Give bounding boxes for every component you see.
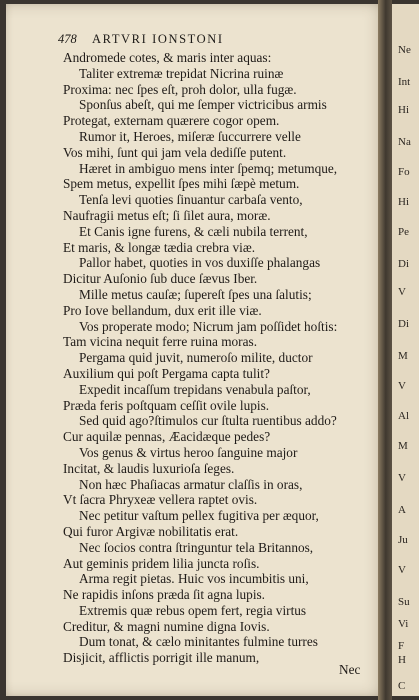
verse-line: Auxilium qui poſt Pergama capta tulit? bbox=[63, 365, 270, 381]
page-header bbox=[58, 32, 353, 50]
verse-line: Hæret in ambiguo mens inter ſpemq; metumque, bbox=[79, 160, 338, 176]
verse-line: Vt ſacra Phryxeæ vellera raptet ovis. bbox=[63, 492, 258, 508]
verse-line: Arma regit pietas. Huic vos incumbitis uni, bbox=[79, 571, 309, 587]
verse-line: Et maris, & longæ tædia crebra viæ. bbox=[63, 239, 256, 255]
verse-line: Dum tonat, & cælo minitantes fulmine turres bbox=[79, 634, 318, 650]
verse-line: Pallor habet, quoties in vos duxiſſe phalangas bbox=[79, 255, 321, 271]
verse-line: Pro Iove bellandum, dux erit ille viæ. bbox=[63, 302, 262, 318]
catchword: Nec bbox=[339, 662, 361, 677]
book-gutter bbox=[378, 0, 392, 700]
facing-page-fragment: V bbox=[398, 380, 406, 392]
verse-line: Proxima: nec ſpes eſt, proh dolor, ulla fugæ. bbox=[63, 81, 297, 97]
facing-page-fragment: Di bbox=[398, 318, 409, 330]
facing-page-fragment: V bbox=[398, 564, 406, 576]
verse-line: Nec petitur vaſtum pellex fugitiva per æquor, bbox=[79, 508, 319, 524]
facing-page-fragment: Hi bbox=[398, 196, 409, 208]
verse-text bbox=[63, 50, 381, 666]
running-head: ARTVRI IONSTONI bbox=[92, 32, 224, 46]
facing-page-fragment: Su bbox=[398, 596, 410, 608]
verse-line: Et Canis igne furens, & cæli nubila terrent, bbox=[79, 223, 308, 239]
verse-line: Mille metus cauſæ; ſupereſt ſpes una ſalutis; bbox=[79, 286, 312, 302]
verse-line: Protegat, externam quærere cogor opem. bbox=[63, 113, 280, 129]
verse-line: Pergama quid juvit, numeroſo milite, ductor bbox=[79, 350, 313, 366]
verse-line: Non hæc Phaſiacas armatur claſſis in oras, bbox=[79, 476, 303, 492]
facing-page-fragment: Vi bbox=[398, 618, 409, 630]
verse-line: Cur aquilæ pennas, Æacidæque pedes? bbox=[63, 429, 271, 445]
verse-line: Extremis quæ rebus opem fert, regia virtus bbox=[79, 602, 307, 618]
facing-page-fragment: V bbox=[398, 286, 406, 298]
facing-page-fragment: A bbox=[398, 504, 406, 516]
verse-line: Naufragii metus eſt; ſi ſilet aura, moræ. bbox=[63, 207, 271, 223]
book-page bbox=[6, 4, 392, 696]
verse-line: Tenſa levi quoties ſinuantur carbaſa vento, bbox=[79, 192, 303, 208]
facing-page-fragment: V bbox=[398, 472, 406, 484]
facing-page-fragment: Di bbox=[398, 258, 409, 270]
facing-page-fragment: Ju bbox=[398, 534, 408, 546]
facing-page-fragment: H bbox=[398, 654, 406, 666]
facing-page-fragment: Al bbox=[398, 410, 409, 422]
facing-page-fragment: M bbox=[398, 350, 408, 362]
verse-line: Qui furor Argivæ nobilitatis erat. bbox=[63, 523, 239, 539]
facing-page-fragment: M bbox=[398, 440, 408, 452]
verse-line: Dicitur Auſonio ſub duce ſævus Iber. bbox=[63, 271, 258, 287]
verse-line: Tam vicina nequit ferre ruina moras. bbox=[63, 334, 258, 350]
verse-line: Ne rapidis inſons præda ſit agna lupis. bbox=[63, 587, 266, 603]
verse-line: Disjicit, afflictis porrigit ille manum, bbox=[63, 650, 260, 666]
verse-line: Vos genus & virtus heroo ſanguine major bbox=[79, 444, 298, 460]
verse-line: Rumor it, Heroes, miſeræ ſuccurrere velle bbox=[79, 128, 301, 144]
facing-page-fragment: Pe bbox=[398, 226, 409, 238]
page-number: 478 bbox=[58, 32, 77, 46]
facing-page-fragment: Fo bbox=[398, 166, 410, 178]
verse-line: Sed quid ago?ſtimulos cur ſtulta ruentibus addo? bbox=[79, 413, 337, 429]
verse-line: Aut geminis pridem lilia juncta roſis. bbox=[63, 555, 260, 571]
verse-line: Creditur, & magni numine digna Iovis. bbox=[63, 618, 270, 634]
facing-page-fragment: C bbox=[398, 680, 406, 692]
verse-line: Vos properate modo; Nicrum jam poſſidet hoſtis: bbox=[79, 318, 338, 334]
verse-line: Andromede cotes, & maris inter aquas: bbox=[63, 50, 272, 65]
verse-line: Incitat, & laudis luxurioſa ſeges. bbox=[63, 460, 235, 476]
facing-page-fragment: F bbox=[398, 640, 405, 652]
facing-page-fragment: Int bbox=[398, 76, 411, 88]
facing-page-fragment: Na bbox=[398, 136, 411, 148]
verse-line: Spem metus, expellit ſpes mihi ſæpè metum. bbox=[63, 176, 300, 192]
verse-line: Præda feris poſtquam ceſſit ovile lupis. bbox=[63, 397, 270, 413]
facing-page-fragment: Hi bbox=[398, 104, 409, 116]
verse-line: Nec ſocios contra ſtringuntur tela Britannos, bbox=[79, 539, 314, 555]
verse-line: Taliter extremæ trepidat Nicrina ruinæ bbox=[79, 65, 284, 81]
verse-line: Vos mihi, ſunt qui jam vela dediſſe putent. bbox=[63, 144, 287, 160]
verse-line: Expedit incaſſum trepidans venabula paſtor, bbox=[79, 381, 311, 397]
facing-page-fragment: Ne bbox=[398, 44, 411, 56]
verse-line: Sponſus abeſt, qui me ſemper victricibus armis bbox=[79, 97, 327, 113]
facing-page-edge bbox=[392, 4, 419, 696]
